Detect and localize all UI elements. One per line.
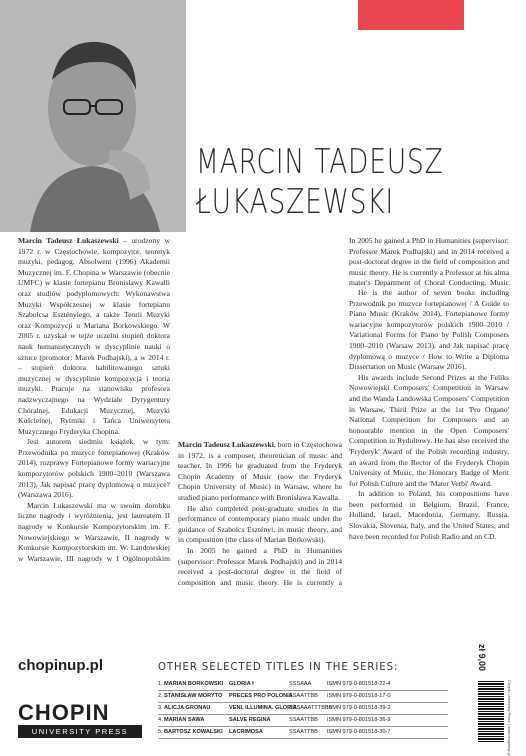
- series-ismn: ISMN 979-0-801518-30-7: [327, 729, 391, 735]
- series-number: 1.: [158, 681, 163, 687]
- bio-text: , born in Częstochowa in 1972, is a composer, theoretician of music and teacher. In 1996 he graduated from the Fryderyk Chopin Academy of Music (now the Fryderyk Chopin University of Music) in Warsaw, where he studied piano performance with Bronisława Kawalla.: [178, 440, 342, 502]
- polish-bio-paragraph: Jest autorem siedmiu książek, w tym: Przewodnika po muzyce fortepianowej (Kraków 2014), rozprawy Fortepianowe formy wariacyjne kompozytorów polskich 1900–2010 (Warszawa 2013), Jak napisać pracę dyplomową o muzyce? (Warszawa 2016).: [18, 437, 170, 500]
- series-number: 3.: [158, 705, 163, 711]
- series-voicing: SSAATTBB: [289, 693, 318, 699]
- series-title-text: VENI, ILLUMINA. GLORIA: [229, 705, 297, 711]
- series-voicing: SSSAAATTTBBB: [289, 705, 333, 711]
- series-ismn: ISMN 979-0-801518-17-0: [327, 693, 391, 699]
- polish-bio-column-1: [18, 236, 170, 565]
- publisher-logo: [18, 702, 142, 738]
- series-ismn: ISMN 979-0-801518-36-9: [327, 717, 391, 723]
- series-ismn: ISMN 979-0-801518-39-2: [327, 705, 391, 711]
- series-number: 5.: [158, 729, 163, 735]
- bio-text: – urodzony w 1972 r. w Częstochowie, kompozytor, teoretyk muzyki, pedagog. Absolwent (1996) Akademii Muzycznej im. F. Chopina w Warszawie (obecnie UMFC) w klasie fortepianu Bronisławy Kawalli oraz studiów podyplomowych: Wykonawstwa Muzyki Współczesnej w klasie fortepianu Szabolcsa Esztényiego, a także Teorii Muzyki oraz Kompozycji u Mariana Borkowskiego. W 2005 r. uzyskał w tejże uczelni stopień doktora nauk humanistycznych w dyscyplinie nauki o sztuce (promotor: Marek Podhajski), a w 2014 r. – stopień doktora habilitowanego sztuki muzycznej w dyscyplinie kompozycja i teoria muzyki. Pracuje na stanowisku profesora nadzwyczajnego na Wydziale Dyrygentury Chóralnej, Edukacji Muzycznej, Muzyki Kościelnej, Rytmiki i Tańca Uniwersytetu Muzycznego Fryderyka Chopina.: [18, 236, 170, 436]
- series-author: MARIAN BORKOWSKI: [164, 681, 224, 687]
- author-name-title: [196, 142, 444, 222]
- english-bio-paragraph: His awards include Second Prizes at the Feliks Nowowiejski Composers' Competition in Warsaw and the Wanda Landowska Composers' Competition in Warsaw, Third Prize at the 1st 'Pro Organo' National Competition for Composers and an honourable mention in the Open Composers' Competition in Rydułtowy. He has also received the 'Fryderyk' Award of the Polish recording industry, an award from the Rector of the Fryderyk Chopin University of Music, the Honorary Badge of Merit for Polish Culture and the 'Mater Verbi' Award.: [349, 372, 509, 488]
- accent-block: [358, 0, 464, 30]
- barcode: [478, 680, 504, 742]
- series-item: [158, 679, 448, 691]
- series-item: [158, 715, 448, 727]
- series-author: BARTOSZ KOWALSKI: [164, 729, 223, 735]
- series-item: [158, 727, 448, 739]
- series-voicing: SSAATTBB: [289, 717, 318, 723]
- logo-word: CHOPIN: [18, 700, 110, 725]
- series-item: [158, 691, 448, 703]
- bio-author-name: Marcin Tadeusz Łukaszewski: [178, 440, 274, 449]
- series-heading: OTHER SELECTED TITLES IN THE SERIES:: [158, 660, 399, 673]
- series-voicing: SSSAAA: [289, 681, 312, 687]
- series-author: STANISŁAW MORYTO: [164, 693, 223, 699]
- series-ismn: ISMN 979-0-801518-22-4: [327, 681, 391, 687]
- series-title-text: PRECES PRO POLONIA: [229, 693, 293, 699]
- price-label: zł 9,00: [477, 644, 487, 672]
- english-bio-paragraph: In 2005 he gained a PhD in Humanities (supervisor: Professor Marek Podhajski) and in 2014 received a post-doctoral degree in the field of composition and music theory. He is currently a: [178, 545, 342, 587]
- english-bio-paragraph: [178, 440, 342, 504]
- series-item: [158, 703, 448, 715]
- series-title-text: GLORIA I: [229, 681, 254, 687]
- author-name-line2: ŁUKASZEWSKI: [196, 182, 394, 222]
- portrait-illustration: [0, 0, 186, 232]
- series-number: 2.: [158, 693, 163, 699]
- series-voicing: SSAATTBB: [289, 729, 318, 735]
- english-bio-column-2: [178, 440, 342, 588]
- bio-author-name: Marcin Tadeusz Łukaszewski: [18, 236, 119, 245]
- polish-bio-paragraph: [18, 236, 170, 437]
- series-title-text: SALVE REGINA: [229, 717, 271, 723]
- english-bio-paragraph: He also completed post-graduate studies in the performance of contemporary piano music under the guidance of Szabolcs Esztényi, in music theory, and in composition (the class of Marian Borkowski).: [178, 503, 342, 545]
- english-bio-paragraph: In addition to Poland, his compositions have been performed in Belgium, Brazil, France, Holland, Israel, Macedonia, Germany, Russia, Slovakia, Slovenia, Italy, and the United States, and have been recorded for Polish Radio and on CD.: [349, 489, 509, 541]
- series-list: [158, 679, 448, 739]
- side-credit: Chopin University Press | www.chopinup.pl: [507, 680, 512, 756]
- author-photo: [0, 0, 186, 232]
- author-name-line1: MARCIN TADEUSZ: [196, 142, 444, 182]
- publisher-website[interactable]: chopinup.pl: [18, 657, 103, 674]
- english-bio-column-3: [349, 236, 509, 542]
- series-title-text: LACRIMOSA: [229, 729, 263, 735]
- english-bio-paragraph: He is the author of seven books including Przewodnik po muzyce fortepianowej / A Guide to Piano Music (Kraków 2014), Fortepianowe formy wariacyjne kompozytorów polskich 1900–2010 / Variational Forms for Piano by Polish Composers 1900–2010 (Warsaw 2013), and Jak napisać pracę dyplomową o muzyce / How to Write a Diploma Dissertation on Music (Warsaw 2016).: [349, 288, 509, 372]
- polish-bio-paragraph: Marcin Łukaszewski ma w swoim dorobku liczne nagrody i wyróżnienia, jest laureatem II nagrody w Konkursie Kompozytorskim im. F. Nowowiejskiego w Warszawie, II nagrody w Konkursie Kompozytorskim im. W. Landowskiej w Warszawie, III nagrody w I Ogólnopolskim: [18, 500, 170, 563]
- english-bio-paragraph: In 2005 he gained a PhD in Humanities (supervisor: Professor Marek Podhajski) and in 2014 received a post-doctoral degree in the field of composition and music theory. He is currently a Professor at his alma mater's Department of Choral Conducting, Music: [349, 236, 509, 288]
- series-author: ALICJA GRONAU: [164, 705, 211, 711]
- series-number: 4.: [158, 717, 163, 723]
- series-author: MARIAN SAWA: [164, 717, 205, 723]
- logo-subtitle: UNIVERSITY PRESS: [18, 725, 142, 738]
